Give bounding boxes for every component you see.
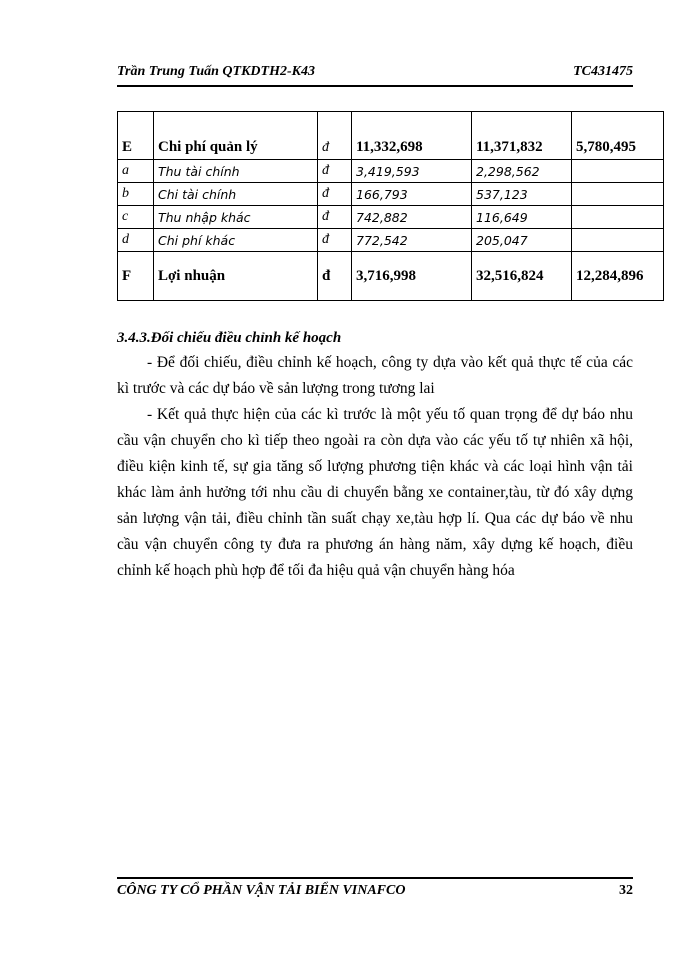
row-value-1: 772,542 xyxy=(352,229,472,252)
paragraph-1: - Để đối chiếu, điều chỉnh kế hoạch, công ty dựa vào kết quả thực tế của các kì trước và các dự báo về sản lượng trong tương lai xyxy=(117,354,633,397)
row-value-2: 537,123 xyxy=(472,183,572,206)
row-code: E xyxy=(118,136,154,160)
row-value-2: 2,298,562 xyxy=(472,160,572,183)
row-code: b xyxy=(118,183,154,206)
row-value-2: 11,371,832 xyxy=(472,136,572,160)
page-number: 32 xyxy=(619,883,633,898)
row-unit: đ xyxy=(318,160,352,183)
row-code: c xyxy=(118,206,154,229)
row-value-2: 32,516,824 xyxy=(472,252,572,301)
page-header xyxy=(117,63,633,87)
table-row xyxy=(118,229,664,252)
header-author: Trần Trung Tuấn QTKDTH2-K43 xyxy=(117,64,315,79)
footer-company: CÔNG TY CỔ PHẦN VẬN TẢI BIỂN VINAFCO xyxy=(117,883,406,898)
row-value-3 xyxy=(572,206,664,229)
row-name: Thu nhập khác xyxy=(154,206,318,229)
row-value-3: 5,780,495 xyxy=(572,136,664,160)
row-value-3 xyxy=(572,160,664,183)
row-unit: đ xyxy=(318,252,352,301)
table-row xyxy=(118,112,664,137)
row-value-3 xyxy=(572,183,664,206)
row-value-1: 166,793 xyxy=(352,183,472,206)
row-code: a xyxy=(118,160,154,183)
row-name: Chi phí khác xyxy=(154,229,318,252)
row-name: Chi phí quản lý xyxy=(154,136,318,160)
row-unit: đ xyxy=(318,206,352,229)
row-name: Lợi nhuận xyxy=(154,252,318,301)
row-code: F xyxy=(118,252,154,301)
section-title: 3.4.3.Đối chiếu điều chỉnh kế hoạch xyxy=(117,330,342,346)
table-row xyxy=(118,252,664,301)
row-value-2: 205,047 xyxy=(472,229,572,252)
row-unit: đ xyxy=(318,136,352,160)
financial-table-body xyxy=(118,112,664,301)
row-name: Chi tài chính xyxy=(154,183,318,206)
row-code: d xyxy=(118,229,154,252)
row-value-2: 116,649 xyxy=(472,206,572,229)
row-value-1: 11,332,698 xyxy=(352,136,472,160)
row-value-1: 3,419,593 xyxy=(352,160,472,183)
financial-table xyxy=(117,111,664,301)
paragraph-2: - Kết quả thực hiện của các kì trước là một yếu tố quan trọng để dự báo nhu cầu vận chuyển cho kì tiếp theo ngoài ra còn dựa vào các yếu tố tự nhiên xã hội, điều kiện kinh tế, sự gia tăng số lượng phương tiện khác và các loại hình vận tải khác làm ảnh hưởng tới nhu cầu di chuyển bằng xe container,tàu, từ đó xây dựng sản lượng vận tải, điều chỉnh tần suất chạy xe,tàu hợp lí. Qua các dự báo về nhu cầu vận chuyển công ty đưa ra phương án hàng năm, xây dựng kế hoạch, điều chỉnh kế hoạch phù hợp để tối đa hiệu quả vận chuyển hàng hóa xyxy=(117,406,633,579)
table-row xyxy=(118,136,664,160)
header-code: TC431475 xyxy=(573,64,633,79)
table-row xyxy=(118,206,664,229)
row-name: Thu tài chính xyxy=(154,160,318,183)
page-footer xyxy=(117,877,633,903)
row-unit: đ xyxy=(318,229,352,252)
row-unit: đ xyxy=(318,183,352,206)
table-row xyxy=(118,183,664,206)
row-value-1: 3,716,998 xyxy=(352,252,472,301)
table-row xyxy=(118,160,664,183)
row-value-1: 742,882 xyxy=(352,206,472,229)
row-value-3: 12,284,896 xyxy=(572,252,664,301)
row-value-3 xyxy=(572,229,664,252)
